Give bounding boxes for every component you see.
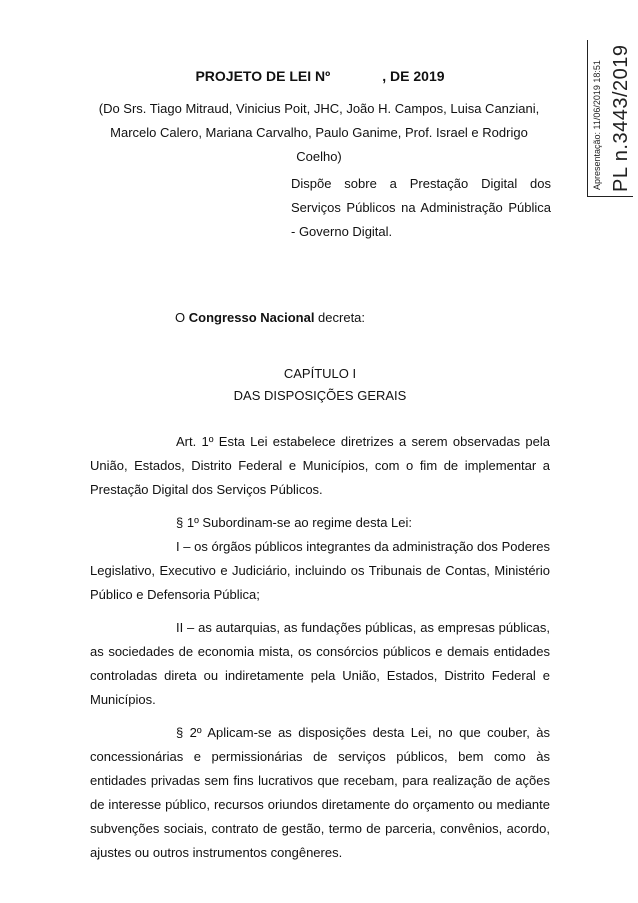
- enactment-suffix: decreta:: [314, 310, 366, 325]
- paragraph-2: § 2º Aplicam-se as disposições desta Lei, no que couber, às concessionárias e permissionárias de serviços públicos, bem como às entidades privadas sem fins lucrativos que recebam, para realização de ações de interesse público, recursos oriundos diretamente do orçamento ou mediante subvenções sociais, contrato de gestão, termo de parceria, convênios, acordo, ajustes ou outros instrumentos congêneres.: [90, 725, 550, 860]
- bill-title-left: PROJETO DE LEI Nº: [195, 68, 331, 84]
- enactment-prefix: O: [175, 310, 189, 325]
- congress-name: Congresso Nacional: [188, 310, 315, 325]
- presentation-timestamp: Apresentação: 11/06/2019 18:51: [592, 60, 602, 190]
- ementa: Dispõe sobre a Prestação Digital dos Serviços Públicos na Administração Pública - Governo Digital.: [291, 176, 551, 239]
- bill-number-stamp: PL n.3443/2019: [610, 44, 632, 192]
- paragraph-1: § 1º Subordinam-se ao regime desta Lei:: [176, 515, 412, 530]
- chapter-number: CAPÍTULO I: [283, 366, 357, 381]
- enactment-clause: [175, 310, 365, 325]
- item-i: I – os órgãos públicos integrantes da administração dos Poderes Legislativo, Executivo e Judiciário, incluindo os Tribunais de Contas, Ministério Público e Defensoria Pública;: [90, 539, 550, 602]
- bill-title-right: , DE 2019: [382, 68, 445, 84]
- chapter-title: DAS DISPOSIÇÕES GERAIS: [233, 388, 407, 403]
- item-ii: II – as autarquias, as fundações públicas, as empresas públicas, as sociedades de economia mista, os consórcios públicos e demais entidades controladas direta ou indiretamente pela União, Estados, Distrito Federal e Municípios.: [90, 620, 550, 707]
- authors-line-1: (Do Srs. Tiago Mitraud, Vinicius Poit, JHC, João H. Campos, Luisa Canziani,: [98, 101, 540, 116]
- authors-line-2: Marcelo Calero, Mariana Carvalho, Paulo Ganime, Prof. Israel e Rodrigo Coelho): [110, 125, 528, 164]
- body-text: [90, 430, 550, 865]
- authors-block: [88, 97, 550, 169]
- article-1: Art. 1º Esta Lei estabelece diretrizes a serem observadas pela União, Estados, Distrito Federal e Municípios, com o fim de implementar a Prestação Digital dos Serviços Públicos.: [90, 434, 550, 497]
- bill-title: [90, 68, 550, 84]
